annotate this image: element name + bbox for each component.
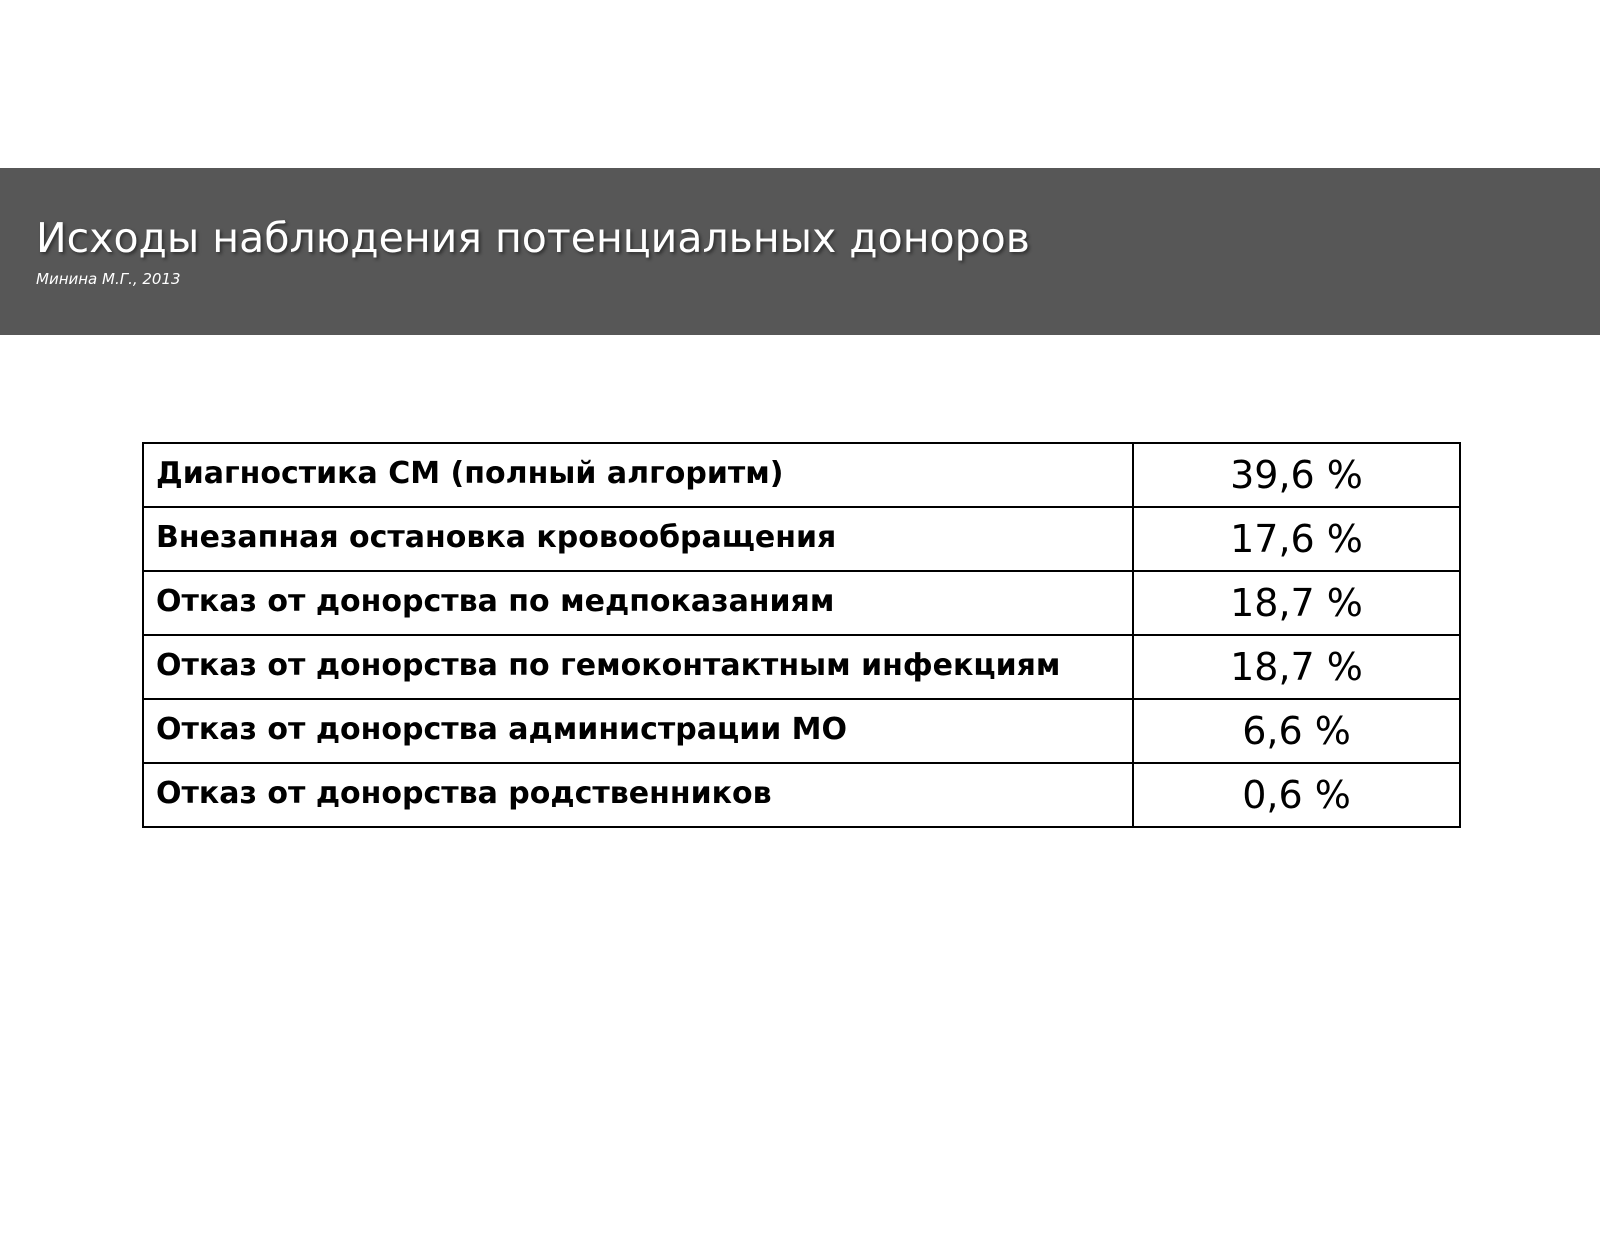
- table-row: [143, 763, 1460, 827]
- table-row: [143, 507, 1460, 571]
- outcome-value: 17,6 %: [1133, 507, 1460, 571]
- outcome-value: 6,6 %: [1133, 699, 1460, 763]
- outcome-value: 18,7 %: [1133, 635, 1460, 699]
- outcome-label: Внезапная остановка кровообращения: [143, 507, 1133, 571]
- slide-title: Исходы наблюдения потенциальных доноров: [36, 214, 1030, 262]
- outcome-label: Отказ от донорства по медпоказаниям: [143, 571, 1133, 635]
- table-row: [143, 699, 1460, 763]
- outcome-value: 39,6 %: [1133, 443, 1460, 507]
- outcome-value: 18,7 %: [1133, 571, 1460, 635]
- outcome-label: Диагностика СМ (полный алгоритм): [143, 443, 1133, 507]
- outcome-label: Отказ от донорства родственников: [143, 763, 1133, 827]
- outcome-value: 0,6 %: [1133, 763, 1460, 827]
- table-row: [143, 635, 1460, 699]
- slide-subtitle: Минина М.Г., 2013: [36, 270, 181, 288]
- outcome-label: Отказ от донорства по гемоконтактным инфекциям: [143, 635, 1133, 699]
- outcome-label: Отказ от донорства администрации МО: [143, 699, 1133, 763]
- table-row: [143, 443, 1460, 507]
- outcomes-table: [142, 442, 1461, 828]
- table-row: [143, 571, 1460, 635]
